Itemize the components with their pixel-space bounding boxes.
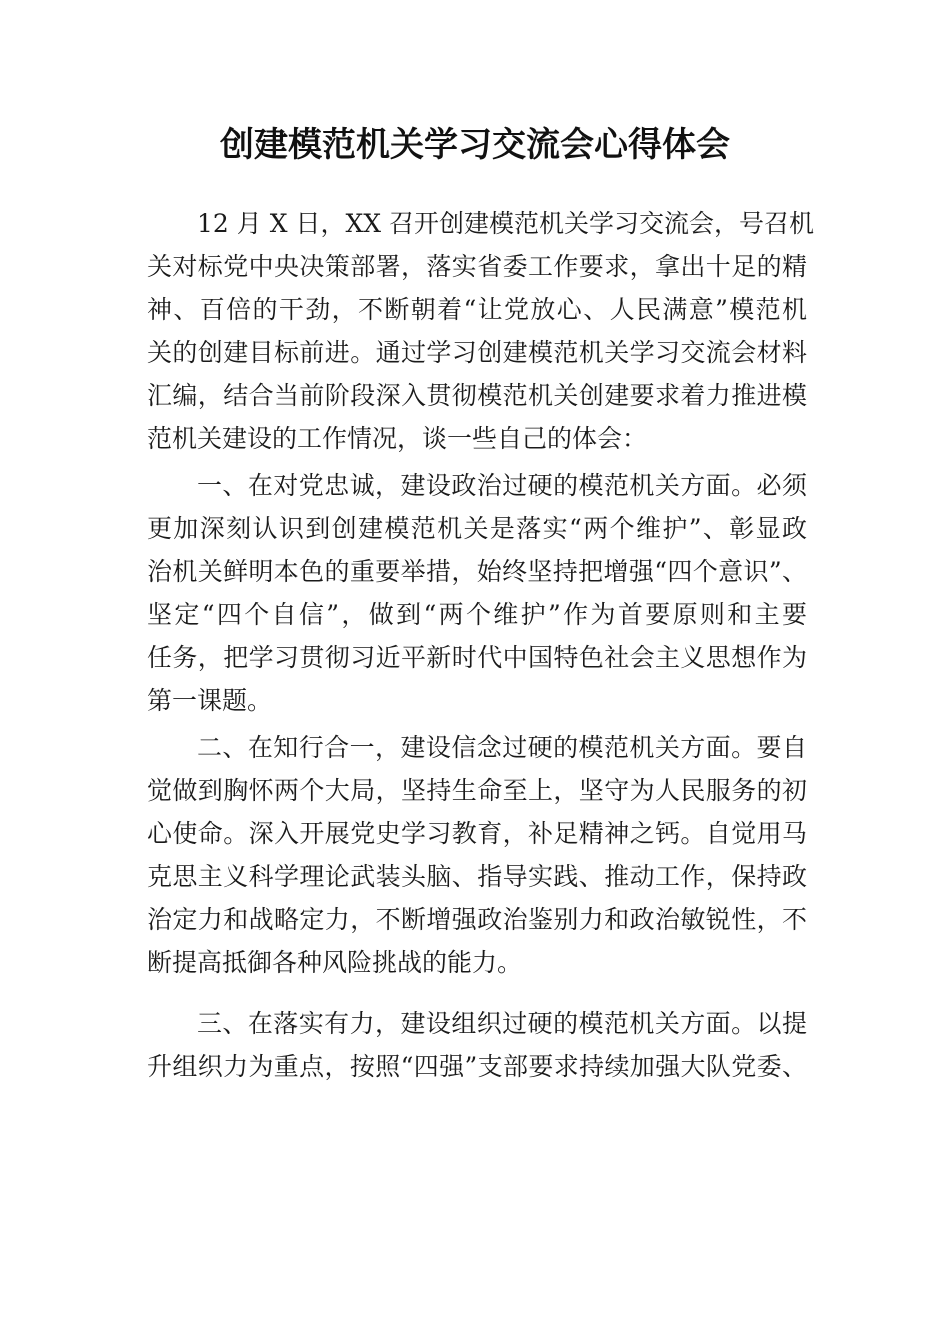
paragraph-line: 更加深刻认识到创建模范机关是落实“两个维护”、彰显政 (147, 514, 807, 543)
paragraph-line: 关对标党中央决策部署，落实省委工作要求，拿出十足的精 (147, 252, 807, 281)
paragraph-line: 任务，把学习贯彻习近平新时代中国特色社会主义思想作为 (147, 643, 807, 672)
paragraph-line: 治定力和战略定力，不断增强政治鉴别力和政治敏锐性，不 (147, 905, 807, 934)
paragraph-line: 汇编，结合当前阶段深入贯彻模范机关创建要求着力推进模 (147, 381, 807, 410)
paragraph-line: 治机关鲜明本色的重要举措，始终坚持把增强“四个意识”、 (147, 557, 807, 586)
paragraph-line: 范机关建设的工作情况，谈一些自己的体会： (147, 424, 648, 453)
paragraph-line: 12 月 X 日，XX 召开创建模范机关学习交流会，号召机 (197, 209, 814, 238)
paragraph-line: 克思主义科学理论武装头脑、指导实践、推动工作，保持政 (147, 862, 807, 891)
paragraph-line: 二、在知行合一，建设信念过硬的模范机关方面。要自 (197, 733, 807, 762)
paragraph-line: 坚定“四个自信”，做到“两个维护”作为首要原则和主要 (147, 600, 807, 629)
paragraph-line: 升组织力为重点，按照“四强”支部要求持续加强大队党委、 (147, 1052, 807, 1081)
paragraph-line: 神、百倍的干劲，不断朝着“让党放心、人民满意”模范机 (147, 295, 807, 324)
paragraph-line: 一、在对党忠诚，建设政治过硬的模范机关方面。必须 (197, 471, 807, 500)
paragraph-line: 关的创建目标前进。通过学习创建模范机关学习交流会材料 (147, 338, 807, 367)
paragraph-line: 第一课题。 (147, 686, 273, 715)
paragraph-line: 断提高抵御各种风险挑战的能力。 (147, 948, 523, 977)
document-title: 创建模范机关学习交流会心得体会 (220, 125, 730, 165)
paragraph-line: 心使命。深入开展党史学习教育，补足精神之钙。自觉用马 (147, 819, 807, 848)
paragraph-line: 觉做到胸怀两个大局，坚持生命至上，坚守为人民服务的初 (147, 776, 807, 805)
paragraph-line: 三、在落实有力，建设组织过硬的模范机关方面。以提 (197, 1009, 807, 1038)
